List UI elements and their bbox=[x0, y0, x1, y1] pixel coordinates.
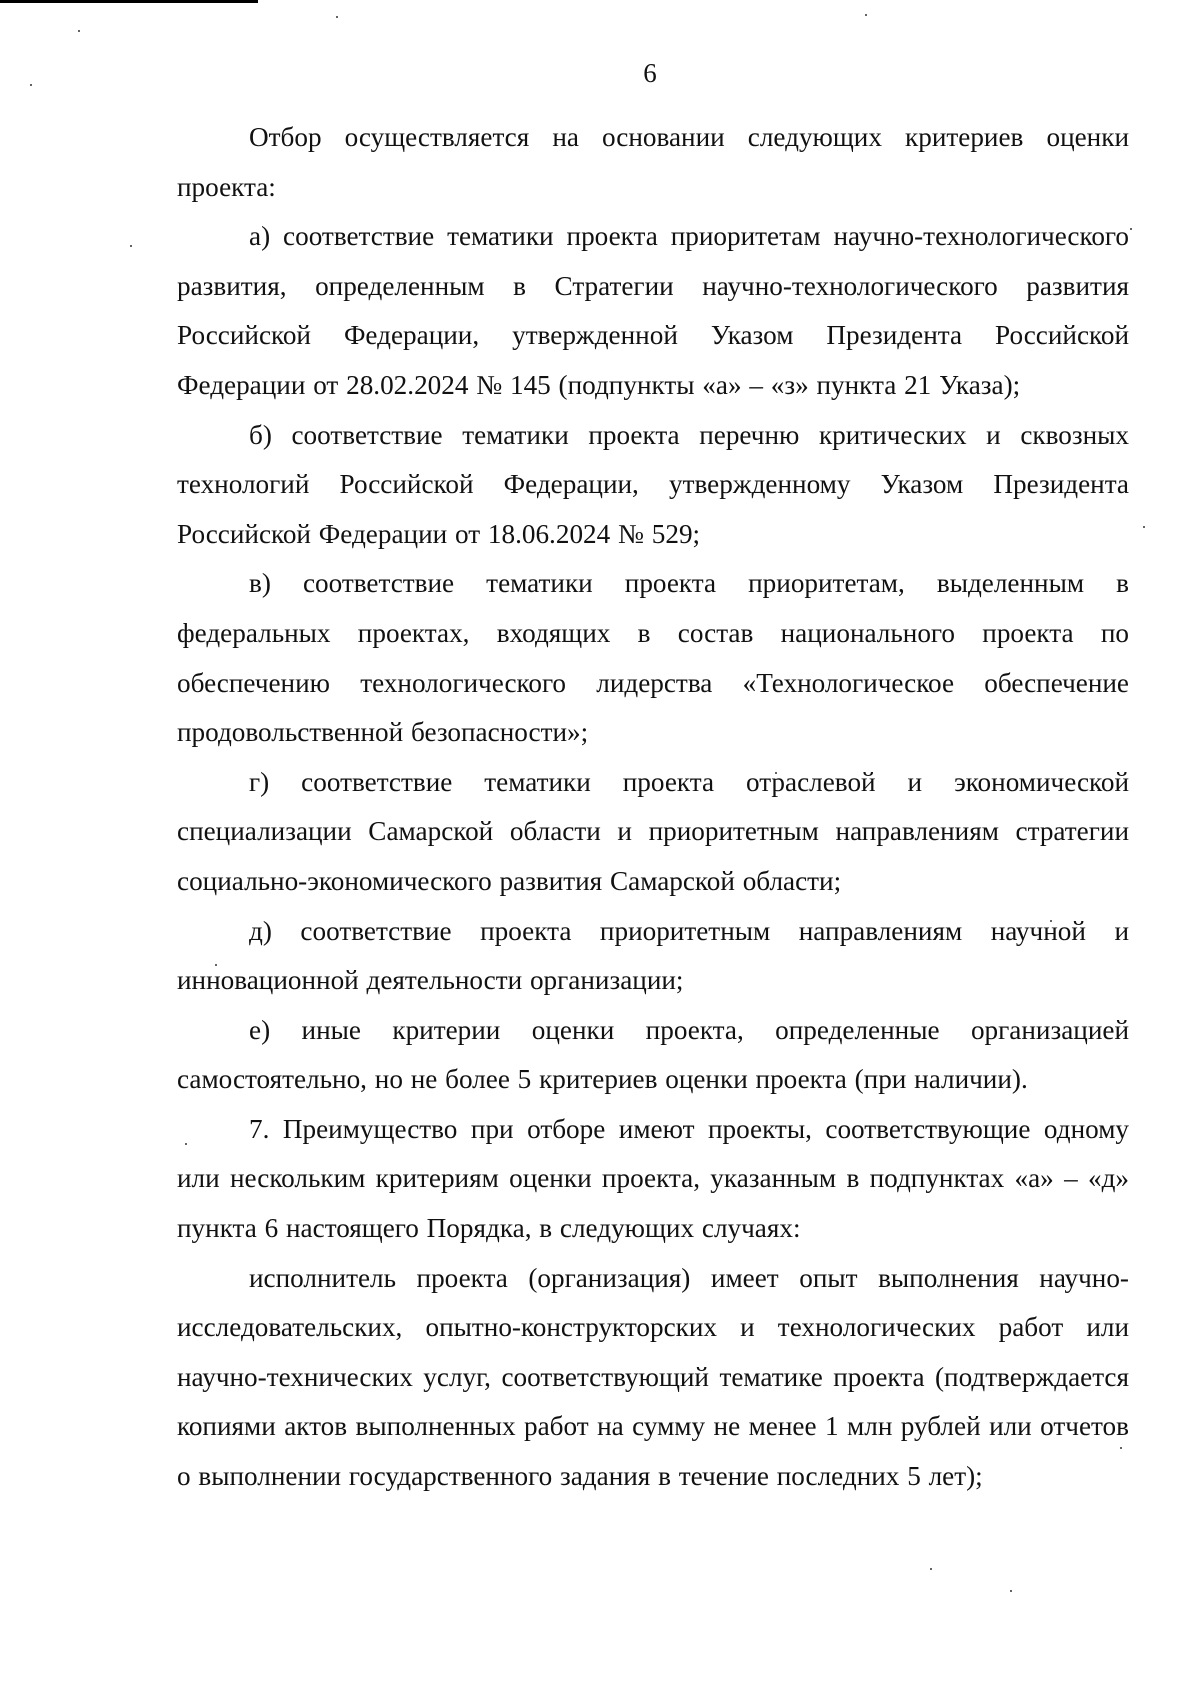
paragraph-criterion-v: в) соответствие тематики проекта приоритетам, выделенным в федеральных проектах, входящих в состав национального проекта по обеспечению технологического лидерства «Технологическое обеспечение продовольственной безопасности»; bbox=[177, 568, 1129, 748]
paragraph-criterion-a: а) соответствие тематики проекта приоритетам научно-технологического развития, определенным в Стратегии научно-технологического развития Российской Федерации, утвержденной Указом Президента Российской Федерации от 28.02.2024 № 145 (подпункты «а» – «з» пункта 21 Указа); bbox=[177, 221, 1129, 400]
paragraph-item-7: 7. Преимущество при отборе имеют проекты, соответствующие одному или нескольким критериям оценки проекта, указанным в подпунктах «а» – «д» пункта 6 настоящего Порядка, в следующих случаях: bbox=[177, 1113, 1129, 1244]
page-number: 6 bbox=[643, 58, 657, 88]
scan-corner-mark bbox=[0, 0, 258, 3]
scan-speck bbox=[865, 14, 867, 16]
scan-speck bbox=[930, 1568, 932, 1570]
paragraph-intro: Отбор осуществляется на основании следующих критериев оценки проекта: bbox=[177, 122, 1129, 202]
paragraph-criterion-d: д) соответствие проекта приоритетным направлениям научной и инновационной деятельности организации; bbox=[177, 915, 1129, 996]
document-body bbox=[177, 113, 1129, 1502]
paragraph-experience-case: исполнитель проекта (организация) имеет опыт выполнения научно-исследовательских, опытно-конструкторских и технологических работ или научно-технических услуг, соответствующий тематике проекта (подтверждается копиями актов выполненных работ на сумму не менее 1 млн рублей или отчетов о выполнении государственного задания в течение последних 5 лет); bbox=[177, 1262, 1129, 1492]
scan-speck bbox=[78, 30, 80, 32]
scan-speck bbox=[130, 245, 132, 247]
scan-speck bbox=[1143, 526, 1145, 528]
scan-speck bbox=[336, 16, 338, 18]
paragraph-criterion-g: г) соответствие тематики проекта отраслевой и экономической специализации Самарской области и приоритетным направлениям стратегии социально-экономического развития Самарской области; bbox=[177, 766, 1129, 896]
scan-speck bbox=[1010, 1590, 1012, 1592]
scan-speck bbox=[1130, 228, 1132, 230]
paragraph-criterion-e: е) иные критерии оценки проекта, определенные организацией самостоятельно, но не более 5 критериев оценки проекта (при наличии). bbox=[177, 1014, 1129, 1095]
paragraph-criterion-b: б) соответствие тематики проекта перечню критических и сквозных технологий Российской Федерации, утвержденному Указом Президента Российской Федерации от 18.06.2024 № 529; bbox=[177, 419, 1129, 549]
